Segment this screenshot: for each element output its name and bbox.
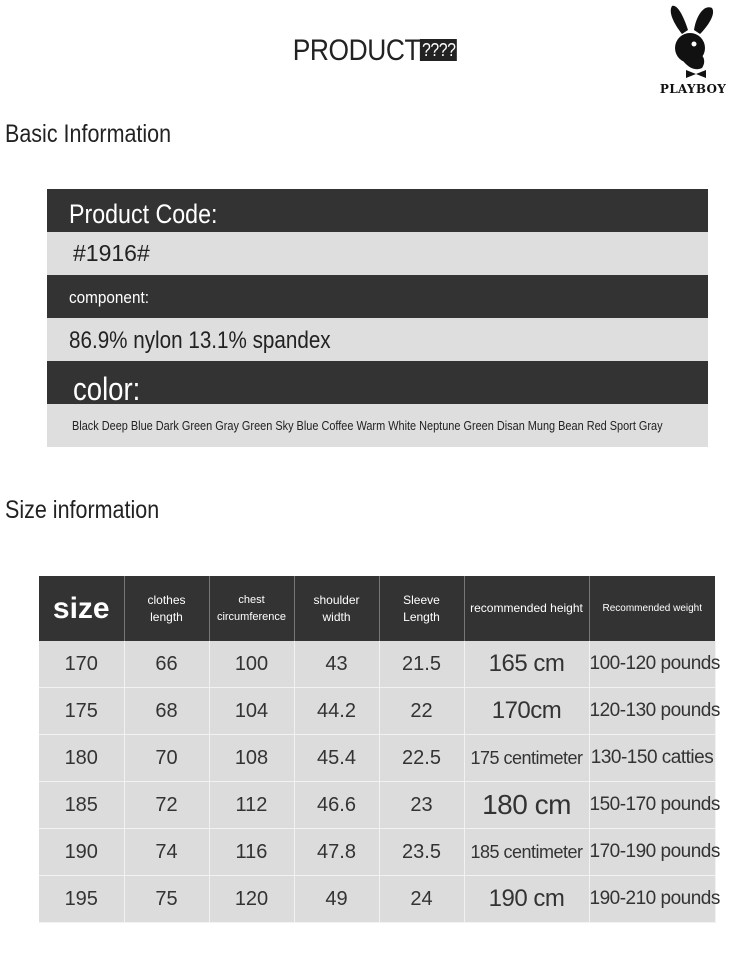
cell-recommended-weight: 100-120 pounds (589, 641, 715, 688)
cell-chest: 100 (209, 641, 294, 688)
product-code-value: #1916# (73, 240, 150, 266)
size-info-heading: Size information (5, 496, 160, 524)
column-header-shoulder-width: shoulder width (294, 576, 379, 641)
cell-sleeve: 21.5 (379, 641, 464, 688)
cell-recommended-weight: 150-170 pounds (589, 782, 715, 829)
brand-logo (656, 4, 730, 96)
cell-sleeve: 22.5 (379, 735, 464, 782)
cell-size: 180 (39, 735, 124, 782)
column-header-recommended-weight: Recommended weight (589, 576, 715, 641)
table-row (39, 688, 715, 735)
component-value: 86.9% nylon 13.1% spandex (69, 327, 331, 354)
cell-chest: 120 (209, 876, 294, 923)
column-header-chest-circumference: chest circumference (209, 576, 294, 641)
brand-name: PLAYBOY (659, 82, 727, 96)
color-value-row (47, 404, 708, 447)
cell-recommended-height: 180 cm (464, 782, 589, 829)
cell-shoulder: 49 (294, 876, 379, 923)
product-code-label: Product Code: (69, 199, 218, 229)
cell-clothes-length: 75 (124, 876, 209, 923)
cell-shoulder: 45.4 (294, 735, 379, 782)
page-title (45, 34, 705, 68)
cell-shoulder: 46.6 (294, 782, 379, 829)
cell-clothes-length: 70 (124, 735, 209, 782)
column-header-size: size (39, 576, 124, 641)
title-text: PRODUCT (292, 34, 421, 67)
cell-sleeve: 22 (379, 688, 464, 735)
cell-recommended-height: 190 cm (464, 876, 589, 923)
cell-sleeve: 23.5 (379, 829, 464, 876)
table-row (39, 782, 715, 829)
cell-shoulder: 44.2 (294, 688, 379, 735)
cell-chest: 104 (209, 688, 294, 735)
component-value-row (47, 318, 708, 361)
cell-size: 190 (39, 829, 124, 876)
cell-size: 175 (39, 688, 124, 735)
product-code-label-row (47, 189, 708, 232)
basic-info-heading: Basic Information (5, 120, 172, 148)
cell-chest: 116 (209, 829, 294, 876)
rabbit-head-icon (664, 4, 722, 80)
column-header-recommended-height: recommended height (464, 576, 589, 641)
cell-chest: 108 (209, 735, 294, 782)
table-row (39, 735, 715, 782)
cell-size: 195 (39, 876, 124, 923)
basic-info-table (47, 189, 708, 447)
cell-recommended-weight: 170-190 pounds (589, 829, 715, 876)
column-header-clothes-length: clothes length (124, 576, 209, 641)
table-row (39, 829, 715, 876)
cell-sleeve: 24 (379, 876, 464, 923)
size-table (39, 576, 720, 923)
cell-size: 170 (39, 641, 124, 688)
color-value: Black Deep Blue Dark Green Gray Green Sky Blue Coffee Warm White Neptune Green Disan Mung Bean Red Sport Gray (72, 418, 663, 433)
product-code-value-row (47, 232, 708, 275)
cell-recommended-height: 170cm (464, 688, 589, 735)
cell-recommended-weight: 190-210 pounds (589, 876, 715, 923)
table-row (39, 876, 715, 923)
cell-sleeve: 23 (379, 782, 464, 829)
table-row (39, 641, 715, 688)
cell-recommended-weight: 130-150 catties (589, 735, 715, 782)
cell-clothes-length: 66 (124, 641, 209, 688)
cell-clothes-length: 74 (124, 829, 209, 876)
cell-size: 185 (39, 782, 124, 829)
title-garbled-glyphs: ???? (421, 40, 456, 60)
color-label: color: (73, 371, 141, 404)
component-label: component: (69, 288, 149, 307)
cell-recommended-height: 175 centimeter (464, 735, 589, 782)
cell-recommended-weight: 120-130 pounds (589, 688, 715, 735)
cell-clothes-length: 68 (124, 688, 209, 735)
cell-shoulder: 47.8 (294, 829, 379, 876)
column-header-sleeve-length: Sleeve Length (379, 576, 464, 641)
cell-recommended-height: 165 cm (464, 641, 589, 688)
component-label-row (47, 275, 708, 318)
size-table-header (39, 576, 715, 641)
cell-recommended-height: 185 centimeter (464, 829, 589, 876)
cell-shoulder: 43 (294, 641, 379, 688)
cell-chest: 112 (209, 782, 294, 829)
color-label-row (47, 361, 708, 404)
cell-clothes-length: 72 (124, 782, 209, 829)
